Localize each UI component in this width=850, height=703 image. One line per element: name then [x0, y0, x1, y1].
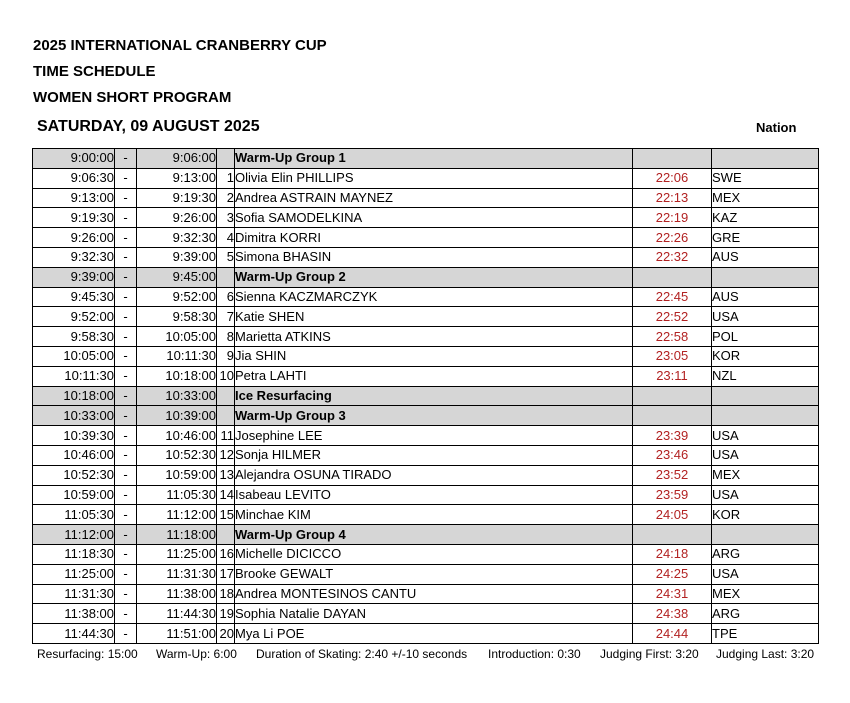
end-time: 11:51:00 [137, 624, 217, 644]
nation-code: GRE [712, 228, 819, 248]
nation-code: USA [712, 307, 819, 327]
time-separator: - [115, 247, 137, 267]
start-time: 9:39:00 [33, 267, 115, 287]
start-number: 4 [217, 228, 235, 248]
end-time: 9:32:30 [137, 228, 217, 248]
group-row [33, 386, 819, 406]
start-number: 14 [217, 485, 235, 505]
footer-duration: Duration of Skating: 2:40 +/-10 seconds [256, 647, 468, 661]
nation-code: POL [712, 327, 819, 347]
time-separator: - [115, 267, 137, 287]
start-time: 10:18:00 [33, 386, 115, 406]
local-time: 22:58 [633, 327, 712, 347]
local-time: 23:05 [633, 346, 712, 366]
time-separator: - [115, 149, 137, 169]
local-time: 24:31 [633, 584, 712, 604]
end-time: 9:06:00 [137, 149, 217, 169]
local-time: 24:38 [633, 604, 712, 624]
time-separator: - [115, 386, 137, 406]
local-time: 22:13 [633, 188, 712, 208]
time-separator: - [115, 465, 137, 485]
nation-code: NZL [712, 366, 819, 386]
nation-code: ARG [712, 544, 819, 564]
skater-name: Simona BHASIN [235, 247, 633, 267]
schedule-title: TIME SCHEDULE [33, 63, 156, 80]
time-separator: - [115, 287, 137, 307]
skater-row [33, 485, 819, 505]
start-number: 3 [217, 208, 235, 228]
time-separator: - [115, 445, 137, 465]
time-separator: - [115, 366, 137, 386]
local-time: 22:32 [633, 247, 712, 267]
end-time: 11:12:00 [137, 505, 217, 525]
footer-warmup: Warm-Up: 6:00 [156, 647, 237, 661]
start-number: 13 [217, 465, 235, 485]
end-time: 10:05:00 [137, 327, 217, 347]
start-time: 11:44:30 [33, 624, 115, 644]
start-time: 11:38:00 [33, 604, 115, 624]
skater-row [33, 247, 819, 267]
end-time: 10:33:00 [137, 386, 217, 406]
start-time: 9:32:30 [33, 247, 115, 267]
skater-name: Alejandra OSUNA TIRADO [235, 465, 633, 485]
time-separator: - [115, 426, 137, 446]
nation-code: USA [712, 485, 819, 505]
start-number: 15 [217, 505, 235, 525]
skater-name: Michelle DICICCO [235, 544, 633, 564]
start-time: 10:46:00 [33, 445, 115, 465]
nation-code: KOR [712, 505, 819, 525]
start-number: 7 [217, 307, 235, 327]
nation-code: USA [712, 426, 819, 446]
local-time: 23:52 [633, 465, 712, 485]
skater-row [33, 327, 819, 347]
time-separator: - [115, 188, 137, 208]
start-time: 9:58:30 [33, 327, 115, 347]
time-separator: - [115, 307, 137, 327]
nation-code [712, 386, 819, 406]
skater-row [33, 188, 819, 208]
skater-row [33, 228, 819, 248]
end-time: 10:46:00 [137, 426, 217, 446]
start-time: 10:33:00 [33, 406, 115, 426]
nation-code [712, 267, 819, 287]
nation-code: SWE [712, 168, 819, 188]
start-time: 10:39:30 [33, 426, 115, 446]
skater-name: Mya Li POE [235, 624, 633, 644]
start-number: 11 [217, 426, 235, 446]
footer-introduction: Introduction: 0:30 [488, 647, 581, 661]
start-time: 9:45:30 [33, 287, 115, 307]
end-time: 11:38:00 [137, 584, 217, 604]
local-time: 22:19 [633, 208, 712, 228]
end-time: 9:45:00 [137, 267, 217, 287]
group-row [33, 406, 819, 426]
start-time: 11:12:00 [33, 525, 115, 545]
end-time: 9:52:00 [137, 287, 217, 307]
nation-code: USA [712, 564, 819, 584]
local-time: 22:06 [633, 168, 712, 188]
local-time [633, 149, 712, 169]
end-time: 11:25:00 [137, 544, 217, 564]
end-time: 11:18:00 [137, 525, 217, 545]
start-number [217, 386, 235, 406]
group-label: Warm-Up Group 3 [235, 406, 633, 426]
time-separator: - [115, 228, 137, 248]
start-time: 9:26:00 [33, 228, 115, 248]
end-time: 10:59:00 [137, 465, 217, 485]
skater-name: Sonja HILMER [235, 445, 633, 465]
skater-row [33, 584, 819, 604]
group-label: Warm-Up Group 1 [235, 149, 633, 169]
local-time: 23:46 [633, 445, 712, 465]
start-time: 9:19:30 [33, 208, 115, 228]
skater-name: Andrea MONTESINOS CANTU [235, 584, 633, 604]
nation-code [712, 406, 819, 426]
schedule-body [33, 149, 819, 644]
nation-code [712, 525, 819, 545]
nation-code: MEX [712, 465, 819, 485]
local-time: 23:11 [633, 366, 712, 386]
skater-name: Sienna KACZMARCZYK [235, 287, 633, 307]
nation-code: TPE [712, 624, 819, 644]
skater-row [33, 366, 819, 386]
time-separator: - [115, 604, 137, 624]
skater-row [33, 426, 819, 446]
time-separator: - [115, 544, 137, 564]
skater-name: Olivia Elin PHILLIPS [235, 168, 633, 188]
time-separator: - [115, 168, 137, 188]
start-time: 10:11:30 [33, 366, 115, 386]
local-time: 24:18 [633, 544, 712, 564]
end-time: 11:31:30 [137, 564, 217, 584]
skater-name: Sofia SAMODELKINA [235, 208, 633, 228]
skater-row [33, 287, 819, 307]
skater-name: Marietta ATKINS [235, 327, 633, 347]
end-time: 9:58:30 [137, 307, 217, 327]
local-time: 22:45 [633, 287, 712, 307]
start-time: 9:13:00 [33, 188, 115, 208]
skater-name: Petra LAHTI [235, 366, 633, 386]
nation-code [712, 149, 819, 169]
nation-code: MEX [712, 188, 819, 208]
group-label: Warm-Up Group 2 [235, 267, 633, 287]
time-separator: - [115, 208, 137, 228]
end-time: 10:11:30 [137, 346, 217, 366]
skater-row [33, 168, 819, 188]
local-time: 24:05 [633, 505, 712, 525]
skater-name: Isabeau LEVITO [235, 485, 633, 505]
local-time: 24:25 [633, 564, 712, 584]
skater-row [33, 505, 819, 525]
time-separator: - [115, 584, 137, 604]
start-number: 5 [217, 247, 235, 267]
nation-code: AUS [712, 287, 819, 307]
end-time: 9:19:30 [137, 188, 217, 208]
skater-name: Andrea ASTRAIN MAYNEZ [235, 188, 633, 208]
skater-row [33, 208, 819, 228]
nation-column-header: Nation [756, 120, 797, 135]
time-separator: - [115, 327, 137, 347]
start-time: 9:00:00 [33, 149, 115, 169]
group-label: Warm-Up Group 4 [235, 525, 633, 545]
local-time: 23:59 [633, 485, 712, 505]
start-time: 10:52:30 [33, 465, 115, 485]
start-time: 9:52:00 [33, 307, 115, 327]
group-label: Ice Resurfacing [235, 386, 633, 406]
skater-name: Dimitra KORRI [235, 228, 633, 248]
skater-row [33, 307, 819, 327]
skater-row [33, 564, 819, 584]
group-row [33, 525, 819, 545]
nation-code: KAZ [712, 208, 819, 228]
start-number: 17 [217, 564, 235, 584]
start-number [217, 525, 235, 545]
start-number: 19 [217, 604, 235, 624]
skater-name: Sophia Natalie DAYAN [235, 604, 633, 624]
start-number: 9 [217, 346, 235, 366]
nation-code: AUS [712, 247, 819, 267]
end-time: 9:39:00 [137, 247, 217, 267]
skater-row [33, 604, 819, 624]
skater-name: Josephine LEE [235, 426, 633, 446]
skater-row [33, 346, 819, 366]
local-time: 22:52 [633, 307, 712, 327]
time-separator: - [115, 564, 137, 584]
local-time: 23:39 [633, 426, 712, 446]
local-time [633, 267, 712, 287]
start-number: 20 [217, 624, 235, 644]
start-time: 9:06:30 [33, 168, 115, 188]
local-time [633, 386, 712, 406]
skater-name: Katie SHEN [235, 307, 633, 327]
footer-judging-first: Judging First: 3:20 [600, 647, 699, 661]
time-separator: - [115, 505, 137, 525]
local-time: 22:26 [633, 228, 712, 248]
end-time: 11:05:30 [137, 485, 217, 505]
footer-resurfacing: Resurfacing: 15:00 [37, 647, 138, 661]
start-number: 18 [217, 584, 235, 604]
start-time: 10:59:00 [33, 485, 115, 505]
skater-row [33, 445, 819, 465]
time-separator: - [115, 624, 137, 644]
skater-name: Brooke GEWALT [235, 564, 633, 584]
skater-row [33, 544, 819, 564]
schedule-date: SATURDAY, 09 AUGUST 2025 [37, 118, 260, 135]
start-number: 1 [217, 168, 235, 188]
end-time: 11:44:30 [137, 604, 217, 624]
group-row [33, 149, 819, 169]
time-separator: - [115, 346, 137, 366]
time-separator: - [115, 525, 137, 545]
nation-code: ARG [712, 604, 819, 624]
start-number [217, 149, 235, 169]
nation-code: USA [712, 445, 819, 465]
footer-judging-last: Judging Last: 3:20 [716, 647, 815, 661]
local-time [633, 525, 712, 545]
group-row [33, 267, 819, 287]
program-title: WOMEN SHORT PROGRAM [33, 89, 232, 106]
event-title: 2025 INTERNATIONAL CRANBERRY CUP [33, 37, 327, 54]
start-time: 11:25:00 [33, 564, 115, 584]
start-number [217, 267, 235, 287]
start-number: 8 [217, 327, 235, 347]
end-time: 9:26:00 [137, 208, 217, 228]
start-time: 11:31:30 [33, 584, 115, 604]
start-number: 6 [217, 287, 235, 307]
time-separator: - [115, 485, 137, 505]
start-number: 10 [217, 366, 235, 386]
time-separator: - [115, 406, 137, 426]
local-time [633, 406, 712, 426]
start-number: 2 [217, 188, 235, 208]
end-time: 10:39:00 [137, 406, 217, 426]
start-number [217, 406, 235, 426]
start-number: 16 [217, 544, 235, 564]
schedule-table [32, 148, 819, 644]
skater-row [33, 624, 819, 644]
end-time: 10:18:00 [137, 366, 217, 386]
start-time: 10:05:00 [33, 346, 115, 366]
skater-name: Minchae KIM [235, 505, 633, 525]
skater-row [33, 465, 819, 485]
start-number: 12 [217, 445, 235, 465]
skater-name: Jia SHIN [235, 346, 633, 366]
end-time: 9:13:00 [137, 168, 217, 188]
end-time: 10:52:30 [137, 445, 217, 465]
nation-code: KOR [712, 346, 819, 366]
start-time: 11:05:30 [33, 505, 115, 525]
local-time: 24:44 [633, 624, 712, 644]
nation-code: MEX [712, 584, 819, 604]
start-time: 11:18:30 [33, 544, 115, 564]
